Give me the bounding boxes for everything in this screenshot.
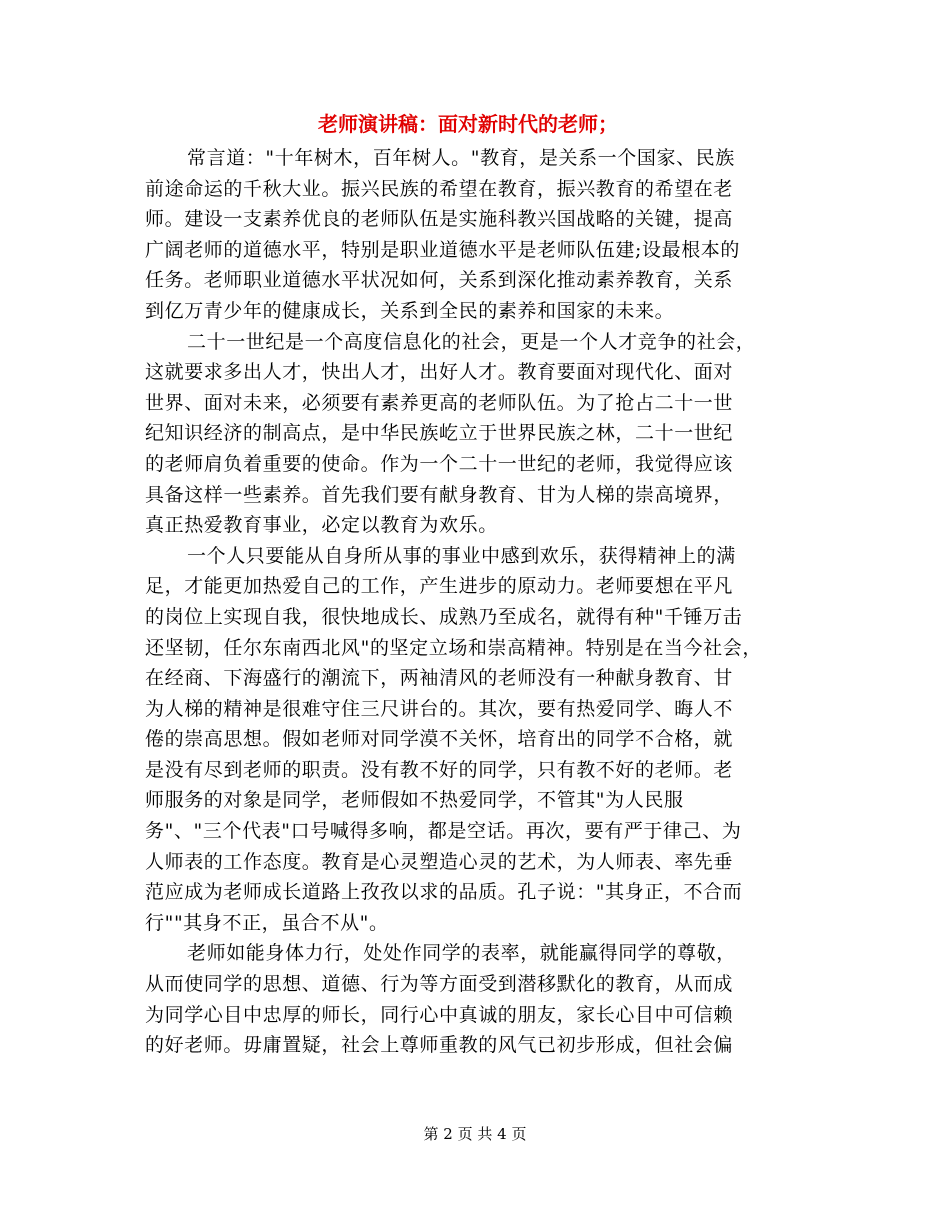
page-footer: 第 2 页 共 4 页 — [423, 1125, 527, 1143]
text-line: 在经商、下海盛行的潮流下，两袖清风的老师没有一种献身教育、甘 — [145, 667, 734, 690]
text-line: 行""其身不正，虽合不从"。 — [145, 911, 389, 934]
text-line: 纪知识经济的制高点，是中华民族屹立于世界民族之林，二十一世纪 — [145, 422, 734, 445]
text-line: 的岗位上实现自我，很快地成长、成熟乃至成名，就得有种"千锤万击 — [145, 605, 743, 628]
document-title: 老师演讲稿：面对新时代的老师； — [318, 112, 618, 136]
text-line: 二十一世纪是一个高度信息化的社会，更是一个人才竞争的社会， — [187, 330, 756, 353]
text-line: 的好老师。毋庸置疑，社会上尊师重教的风气已初步形成，但社会偏 — [145, 1034, 734, 1057]
text-line: 足，才能更加热爱自己的工作，产生进步的原动力。老师要想在平凡 — [145, 575, 734, 598]
text-line: 前途命运的千秋大业。振兴民族的希望在教育，振兴教育的希望在老 — [145, 177, 734, 200]
text-line: 的老师肩负着重要的使命。作为一个二十一世纪的老师，我觉得应该 — [145, 452, 734, 475]
text-line: 真正热爱教育事业，必定以教育为欢乐。 — [145, 514, 498, 537]
text-line: 师服务的对象是同学，老师假如不热爱同学，不管其"为人民服 — [145, 789, 684, 812]
text-line: 一个人只要能从自身所从事的事业中感到欢乐，获得精神上的满 — [187, 544, 736, 567]
text-line: 师。建设一支素养优良的老师队伍是实施科教兴国战略的关键，提高 — [145, 208, 734, 231]
text-line: 任务。老师职业道德水平状况如何，关系到深化推动素养教育，关系 — [145, 269, 734, 292]
text-line: 广阔老师的道德水平，特别是职业道德水平是老师队伍建;设最根本的 — [145, 238, 741, 261]
text-line: 为同学心目中忠厚的师长，同行心中真诚的朋友，家长心目中可信赖 — [145, 1003, 734, 1026]
text-line: 为人梯的精神是很难守住三尺讲台的。其次，要有热爱同学、晦人不 — [145, 697, 734, 720]
text-line: 范应成为老师成长道路上孜孜以求的品质。孔子说："其身正，不合而 — [145, 881, 743, 904]
text-line: 倦的崇高思想。假如老师对同学漠不关怀，培育出的同学不合格，就 — [145, 728, 734, 751]
text-line: 老师如能身体力行，处处作同学的表率，就能赢得同学的尊敬， — [187, 942, 736, 965]
document-body — [145, 143, 810, 1061]
text-line: 具备这样一些素养。首先我们要有献身教育、甘为人梯的崇高境界， — [145, 483, 734, 506]
text-line: 人师表的工作态度。教育是心灵塑造心灵的艺术，为人师表、率先垂 — [145, 850, 734, 873]
text-line: 是没有尽到老师的职责。没有教不好的同学，只有教不好的老师。老 — [145, 758, 734, 781]
text-line: 从而使同学的思想、道德、行为等方面受到潜移默化的教育，从而成 — [145, 973, 734, 996]
text-line: 常言道："十年树木，百年树人。"教育，是关系一个国家、民族 — [187, 147, 735, 169]
text-line: 世界、面对未来，必须要有素养更高的老师队伍。为了抢占二十一世 — [145, 391, 734, 414]
text-line: 务"、"三个代表"口号喊得多响，都是空话。再次，要有严于律己、为 — [145, 820, 742, 843]
text-line: 到亿万青少年的健康成长，关系到全民的素养和国家的未来。 — [145, 299, 675, 322]
text-line: 这就要求多出人才，快出人才，出好人才。教育要面对现代化、面对 — [145, 361, 734, 384]
text-line: 还坚韧，任尔东南西北风"的坚定立场和崇高精神。特别是在当今社会， — [145, 636, 762, 659]
